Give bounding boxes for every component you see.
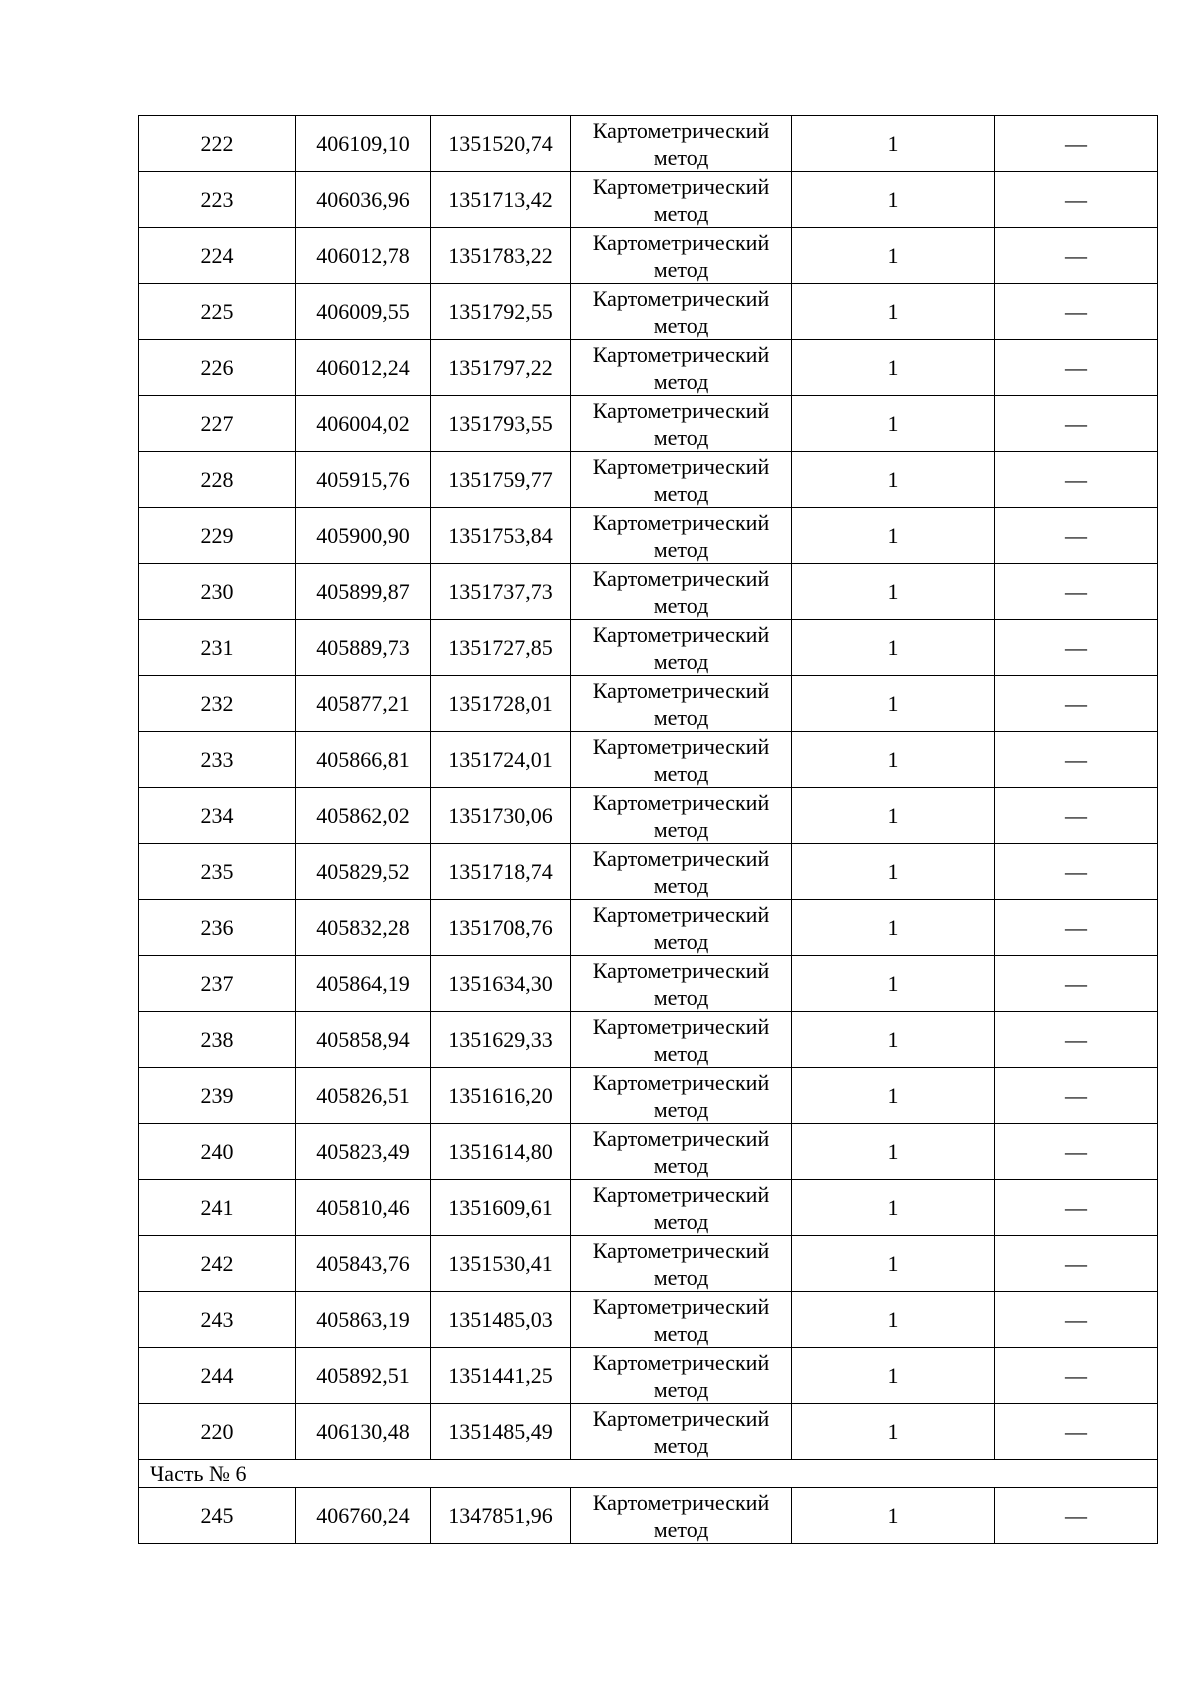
- point-number-cell: 230: [139, 564, 296, 620]
- table-row: [139, 228, 1158, 284]
- note-cell: —: [995, 1292, 1158, 1348]
- method-line-2: метод: [653, 1516, 709, 1542]
- x-coordinate-cell: 405915,76: [296, 452, 431, 508]
- accuracy-cell: 1: [792, 564, 995, 620]
- accuracy-cell: 1: [792, 1180, 995, 1236]
- note-cell: —: [995, 284, 1158, 340]
- point-number-cell: 223: [139, 172, 296, 228]
- method-line-1: Картометрический: [592, 901, 770, 927]
- y-coordinate-cell: 1351713,42: [431, 172, 571, 228]
- table-row: [139, 956, 1158, 1012]
- point-number-cell: 241: [139, 1180, 296, 1236]
- coordinates-table: [138, 115, 1158, 1544]
- accuracy-cell: 1: [792, 1236, 995, 1292]
- method-cell: [571, 956, 792, 1012]
- table-row: [139, 676, 1158, 732]
- point-number-cell: 239: [139, 1068, 296, 1124]
- method-line-2: метод: [653, 872, 709, 898]
- point-number-cell: 238: [139, 1012, 296, 1068]
- method-cell: [571, 1348, 792, 1404]
- method-line-1: Картометрический: [592, 1405, 770, 1431]
- table-row: [139, 900, 1158, 956]
- x-coordinate-cell: 406130,48: [296, 1404, 431, 1460]
- table-row: [139, 1180, 1158, 1236]
- point-number-cell: 220: [139, 1404, 296, 1460]
- table-row: [139, 1348, 1158, 1404]
- y-coordinate-cell: 1351759,77: [431, 452, 571, 508]
- method-line-2: метод: [653, 592, 709, 618]
- method-cell: [571, 1404, 792, 1460]
- accuracy-cell: 1: [792, 508, 995, 564]
- x-coordinate-cell: 405877,21: [296, 676, 431, 732]
- method-line-1: Картометрический: [592, 1013, 770, 1039]
- point-number-cell: 232: [139, 676, 296, 732]
- method-line-2: метод: [653, 144, 709, 170]
- point-number-cell: 235: [139, 844, 296, 900]
- point-number-cell: 224: [139, 228, 296, 284]
- method-cell: [571, 1124, 792, 1180]
- accuracy-cell: 1: [792, 396, 995, 452]
- note-cell: —: [995, 172, 1158, 228]
- table-row: [139, 116, 1158, 172]
- method-line-1: Картометрический: [592, 509, 770, 535]
- section-header-row: [139, 1460, 1158, 1488]
- x-coordinate-cell: 405858,94: [296, 1012, 431, 1068]
- accuracy-cell: 1: [792, 844, 995, 900]
- method-line-2: метод: [653, 256, 709, 282]
- point-number-cell: 242: [139, 1236, 296, 1292]
- y-coordinate-cell: 1351520,74: [431, 116, 571, 172]
- accuracy-cell: 1: [792, 1012, 995, 1068]
- accuracy-cell: 1: [792, 172, 995, 228]
- x-coordinate-cell: 405862,02: [296, 788, 431, 844]
- y-coordinate-cell: 1351718,74: [431, 844, 571, 900]
- method-cell: [571, 340, 792, 396]
- accuracy-cell: 1: [792, 1124, 995, 1180]
- table-row: [139, 732, 1158, 788]
- method-line-2: метод: [653, 984, 709, 1010]
- accuracy-cell: 1: [792, 732, 995, 788]
- y-coordinate-cell: 1351727,85: [431, 620, 571, 676]
- method-line-2: метод: [653, 1040, 709, 1066]
- point-number-cell: 226: [139, 340, 296, 396]
- x-coordinate-cell: 405832,28: [296, 900, 431, 956]
- point-number-cell: 229: [139, 508, 296, 564]
- table-row: [139, 508, 1158, 564]
- x-coordinate-cell: 405892,51: [296, 1348, 431, 1404]
- method-cell: [571, 732, 792, 788]
- method-cell: [571, 900, 792, 956]
- x-coordinate-cell: 405899,87: [296, 564, 431, 620]
- method-line-2: метод: [653, 536, 709, 562]
- accuracy-cell: 1: [792, 788, 995, 844]
- point-number-cell: 244: [139, 1348, 296, 1404]
- point-number-cell: 228: [139, 452, 296, 508]
- method-line-2: метод: [653, 424, 709, 450]
- y-coordinate-cell: 1351485,03: [431, 1292, 571, 1348]
- method-line-1: Картометрический: [592, 173, 770, 199]
- note-cell: —: [995, 396, 1158, 452]
- method-line-1: Картометрический: [592, 677, 770, 703]
- note-cell: —: [995, 788, 1158, 844]
- y-coordinate-cell: 1351629,33: [431, 1012, 571, 1068]
- y-coordinate-cell: 1351614,80: [431, 1124, 571, 1180]
- x-coordinate-cell: 405866,81: [296, 732, 431, 788]
- table-row: [139, 564, 1158, 620]
- x-coordinate-cell: 405823,49: [296, 1124, 431, 1180]
- accuracy-cell: 1: [792, 1348, 995, 1404]
- method-line-1: Картометрический: [592, 1181, 770, 1207]
- method-cell: [571, 284, 792, 340]
- method-line-1: Картометрический: [592, 453, 770, 479]
- table-row: [139, 1404, 1158, 1460]
- note-cell: —: [995, 1180, 1158, 1236]
- method-line-2: метод: [653, 1096, 709, 1122]
- table-row: [139, 1124, 1158, 1180]
- accuracy-cell: 1: [792, 956, 995, 1012]
- y-coordinate-cell: 1351724,01: [431, 732, 571, 788]
- method-cell: [571, 844, 792, 900]
- accuracy-cell: 1: [792, 1068, 995, 1124]
- point-number-cell: 237: [139, 956, 296, 1012]
- note-cell: —: [995, 1124, 1158, 1180]
- x-coordinate-cell: 406012,78: [296, 228, 431, 284]
- x-coordinate-cell: 405829,52: [296, 844, 431, 900]
- y-coordinate-cell: 1351485,49: [431, 1404, 571, 1460]
- y-coordinate-cell: 1347851,96: [431, 1488, 571, 1544]
- x-coordinate-cell: 406109,10: [296, 116, 431, 172]
- method-cell: [571, 172, 792, 228]
- point-number-cell: 225: [139, 284, 296, 340]
- method-cell: [571, 1180, 792, 1236]
- method-line-2: метод: [653, 200, 709, 226]
- x-coordinate-cell: 406004,02: [296, 396, 431, 452]
- y-coordinate-cell: 1351753,84: [431, 508, 571, 564]
- method-cell: [571, 1236, 792, 1292]
- accuracy-cell: 1: [792, 452, 995, 508]
- method-line-2: метод: [653, 368, 709, 394]
- note-cell: —: [995, 1488, 1158, 1544]
- note-cell: —: [995, 452, 1158, 508]
- method-cell: [571, 508, 792, 564]
- method-line-1: Картометрический: [592, 229, 770, 255]
- point-number-cell: 233: [139, 732, 296, 788]
- coordinates-table-body: [139, 116, 1158, 1544]
- x-coordinate-cell: 406009,55: [296, 284, 431, 340]
- method-line-2: метод: [653, 1432, 709, 1458]
- note-cell: —: [995, 1404, 1158, 1460]
- note-cell: —: [995, 116, 1158, 172]
- y-coordinate-cell: 1351797,22: [431, 340, 571, 396]
- accuracy-cell: 1: [792, 116, 995, 172]
- point-number-cell: 245: [139, 1488, 296, 1544]
- method-cell: [571, 620, 792, 676]
- method-line-1: Картометрический: [592, 1489, 770, 1515]
- method-cell: [571, 452, 792, 508]
- method-line-1: Картометрический: [592, 1237, 770, 1263]
- note-cell: —: [995, 844, 1158, 900]
- method-line-1: Картометрический: [592, 845, 770, 871]
- method-cell: [571, 1068, 792, 1124]
- point-number-cell: 227: [139, 396, 296, 452]
- method-line-1: Картометрический: [592, 1349, 770, 1375]
- x-coordinate-cell: 405864,19: [296, 956, 431, 1012]
- method-line-1: Картометрический: [592, 285, 770, 311]
- y-coordinate-cell: 1351728,01: [431, 676, 571, 732]
- y-coordinate-cell: 1351530,41: [431, 1236, 571, 1292]
- accuracy-cell: 1: [792, 676, 995, 732]
- note-cell: —: [995, 340, 1158, 396]
- x-coordinate-cell: 406036,96: [296, 172, 431, 228]
- method-line-1: Картометрический: [592, 1293, 770, 1319]
- section-label: Часть № 6: [139, 1460, 1158, 1488]
- accuracy-cell: 1: [792, 340, 995, 396]
- table-row: [139, 1068, 1158, 1124]
- x-coordinate-cell: 406760,24: [296, 1488, 431, 1544]
- note-cell: —: [995, 620, 1158, 676]
- note-cell: —: [995, 900, 1158, 956]
- y-coordinate-cell: 1351793,55: [431, 396, 571, 452]
- note-cell: —: [995, 732, 1158, 788]
- table-row: [139, 1292, 1158, 1348]
- note-cell: —: [995, 1068, 1158, 1124]
- method-line-2: метод: [653, 480, 709, 506]
- method-line-2: метод: [653, 760, 709, 786]
- table-row: [139, 340, 1158, 396]
- y-coordinate-cell: 1351616,20: [431, 1068, 571, 1124]
- table-row: [139, 620, 1158, 676]
- table-row: [139, 844, 1158, 900]
- accuracy-cell: 1: [792, 228, 995, 284]
- method-line-1: Картометрический: [592, 957, 770, 983]
- note-cell: —: [995, 1012, 1158, 1068]
- method-cell: [571, 228, 792, 284]
- accuracy-cell: 1: [792, 1292, 995, 1348]
- method-cell: [571, 788, 792, 844]
- table-row: [139, 452, 1158, 508]
- method-line-1: Картометрический: [592, 117, 770, 143]
- note-cell: —: [995, 956, 1158, 1012]
- accuracy-cell: 1: [792, 900, 995, 956]
- method-line-2: метод: [653, 816, 709, 842]
- accuracy-cell: 1: [792, 1488, 995, 1544]
- method-cell: [571, 116, 792, 172]
- point-number-cell: 234: [139, 788, 296, 844]
- method-cell: [571, 396, 792, 452]
- method-cell: [571, 676, 792, 732]
- note-cell: —: [995, 676, 1158, 732]
- x-coordinate-cell: 406012,24: [296, 340, 431, 396]
- table-row: [139, 1236, 1158, 1292]
- y-coordinate-cell: 1351634,30: [431, 956, 571, 1012]
- y-coordinate-cell: 1351792,55: [431, 284, 571, 340]
- note-cell: —: [995, 1236, 1158, 1292]
- method-line-2: метод: [653, 312, 709, 338]
- method-line-2: метод: [653, 928, 709, 954]
- method-line-1: Картометрический: [592, 621, 770, 647]
- note-cell: —: [995, 564, 1158, 620]
- y-coordinate-cell: 1351441,25: [431, 1348, 571, 1404]
- table-row: [139, 284, 1158, 340]
- method-line-1: Картометрический: [592, 565, 770, 591]
- x-coordinate-cell: 405843,76: [296, 1236, 431, 1292]
- method-line-1: Картометрический: [592, 397, 770, 423]
- y-coordinate-cell: 1351730,06: [431, 788, 571, 844]
- method-cell: [571, 1012, 792, 1068]
- table-row: [139, 1488, 1158, 1544]
- method-line-2: метод: [653, 1320, 709, 1346]
- method-line-2: метод: [653, 648, 709, 674]
- y-coordinate-cell: 1351708,76: [431, 900, 571, 956]
- method-line-2: метод: [653, 1264, 709, 1290]
- point-number-cell: 243: [139, 1292, 296, 1348]
- method-line-2: метод: [653, 704, 709, 730]
- method-line-1: Картометрический: [592, 341, 770, 367]
- accuracy-cell: 1: [792, 1404, 995, 1460]
- note-cell: —: [995, 508, 1158, 564]
- x-coordinate-cell: 405900,90: [296, 508, 431, 564]
- method-line-2: метод: [653, 1152, 709, 1178]
- method-cell: [571, 564, 792, 620]
- table-row: [139, 788, 1158, 844]
- table-row: [139, 1012, 1158, 1068]
- method-cell: [571, 1292, 792, 1348]
- note-cell: —: [995, 228, 1158, 284]
- accuracy-cell: 1: [792, 620, 995, 676]
- method-line-2: метод: [653, 1208, 709, 1234]
- point-number-cell: 240: [139, 1124, 296, 1180]
- point-number-cell: 222: [139, 116, 296, 172]
- table-row: [139, 172, 1158, 228]
- x-coordinate-cell: 405889,73: [296, 620, 431, 676]
- method-line-2: метод: [653, 1376, 709, 1402]
- x-coordinate-cell: 405810,46: [296, 1180, 431, 1236]
- method-line-1: Картометрический: [592, 1125, 770, 1151]
- table-row: [139, 396, 1158, 452]
- y-coordinate-cell: 1351737,73: [431, 564, 571, 620]
- point-number-cell: 236: [139, 900, 296, 956]
- x-coordinate-cell: 405863,19: [296, 1292, 431, 1348]
- point-number-cell: 231: [139, 620, 296, 676]
- y-coordinate-cell: 1351609,61: [431, 1180, 571, 1236]
- method-cell: [571, 1488, 792, 1544]
- method-line-1: Картометрический: [592, 789, 770, 815]
- x-coordinate-cell: 405826,51: [296, 1068, 431, 1124]
- y-coordinate-cell: 1351783,22: [431, 228, 571, 284]
- method-line-1: Картометрический: [592, 1069, 770, 1095]
- note-cell: —: [995, 1348, 1158, 1404]
- method-line-1: Картометрический: [592, 733, 770, 759]
- accuracy-cell: 1: [792, 284, 995, 340]
